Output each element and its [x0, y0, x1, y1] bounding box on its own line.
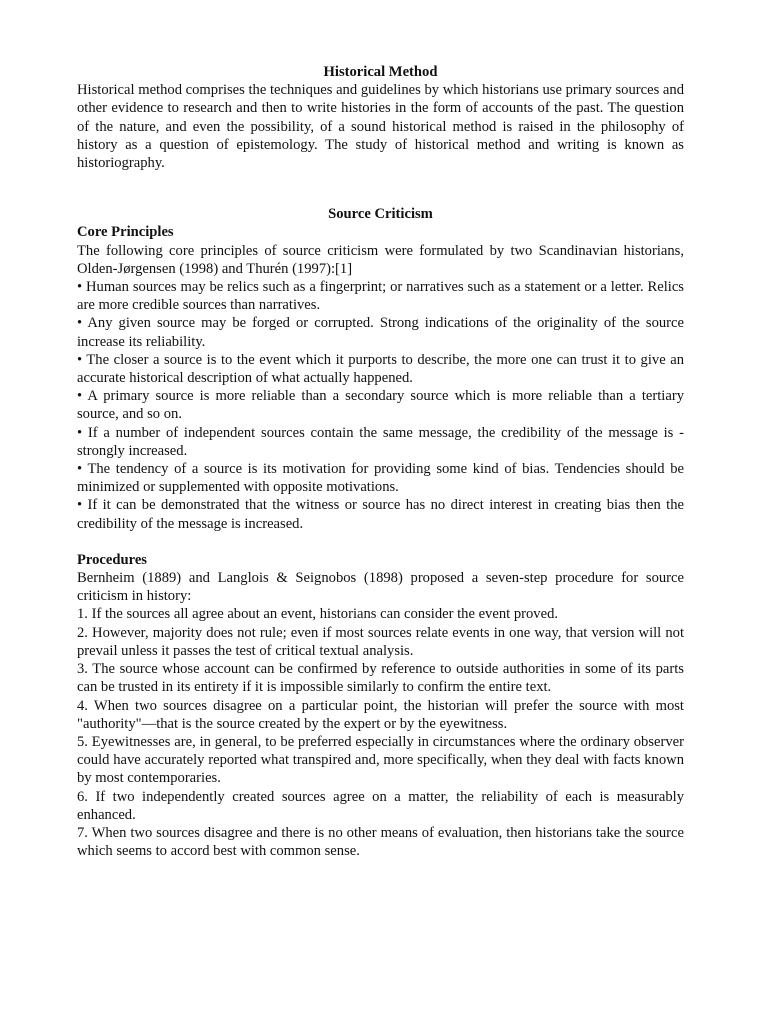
principle-item: • A primary source is more reliable than a secondary source which is more reliable than a tertiary source, and so on. [77, 388, 684, 423]
procedure-step: 2. However, majority does not rule; even if most sources relate events in one way, that version will not prevail unless it passes the test of critical textual analysis. [77, 624, 684, 659]
principle-item: • The closer a source is to the event which it purports to describe, the more one can trust it to give an accurate historical description of what actually happened. [77, 351, 684, 387]
procedure-step: 7. When two sources disagree and there is no other means of evaluation, then historians take the source which seems to accord best with common sense. [77, 824, 684, 860]
historical-method-paragraph: Historical method comprises the techniques and guidelines by which historians use primary sources and other evidence to research and then to write histories in the form of accounts of the past. The question of the nature, and even the possibility, of a sound historical method is raised in the philosophy of history as a question of epistemology. The study of historical method and writing is known as historiography. [77, 82, 684, 172]
procedure-step: 5. Eyewitnesses are, in general, to be preferred especially in circumstances where the ordinary observer could have accurately reported what transpired and, more specifically, when they deal with facts known by most contemporaries. [77, 733, 684, 787]
procedure-step: 3. The source whose account can be confirmed by reference to outside authorities in some of its parts can be trusted in its entirety if it is impossible similarly to confirm the entire text. [77, 661, 684, 696]
historical-method-title: Historical Method [323, 64, 438, 80]
section-spacer [77, 172, 684, 205]
core-principles-list [77, 278, 684, 533]
source-criticism-title: Source Criticism [328, 206, 433, 223]
procedure-step: 6. If two independently created sources agree on a matter, the reliability of each is measurably enhanced. [77, 788, 684, 823]
principle-item: • Human sources may be relics such as a fingerprint; or narratives such as a statement or a letter. Relics are more credible sources than narratives. [77, 279, 684, 314]
section-spacer [77, 533, 684, 551]
procedure-step: 4. When two sources disagree on a particular point, the historian will prefer the source with most "authority"—that is the source created by the expert or by the eyewitness. [77, 697, 684, 732]
procedures-heading: Procedures [77, 551, 147, 568]
principle-item: • If it can be demonstrated that the witness or source has no direct interest in creating bias then the credibility of the message is increased. [77, 497, 684, 532]
procedures-list [77, 605, 684, 860]
principle-item: • Any given source may be forged or corrupted. Strong indications of the originality of the source increase its reliability. [77, 315, 684, 350]
principle-item: • If a number of independent sources contain the same message, the credibility of the message is -strongly increased. [77, 424, 684, 459]
procedures-intro: Bernheim (1889) and Langlois & Seignobos (1898) proposed a seven-step procedure for source criticism in history: [77, 570, 684, 605]
procedure-step: 1. If the sources all agree about an event, historians can consider the event proved. [77, 606, 559, 623]
principle-item: • The tendency of a source is its motivation for providing some kind of bias. Tendencies should be minimized or supplemented with opposite motivations. [77, 461, 684, 496]
core-principles-intro: The following core principles of source criticism were formulated by two Scandinavian historians, Olden-Jørgensen (1998) and Thurén (1997):[1] [77, 242, 684, 277]
core-principles-heading: Core Principles [77, 224, 174, 241]
